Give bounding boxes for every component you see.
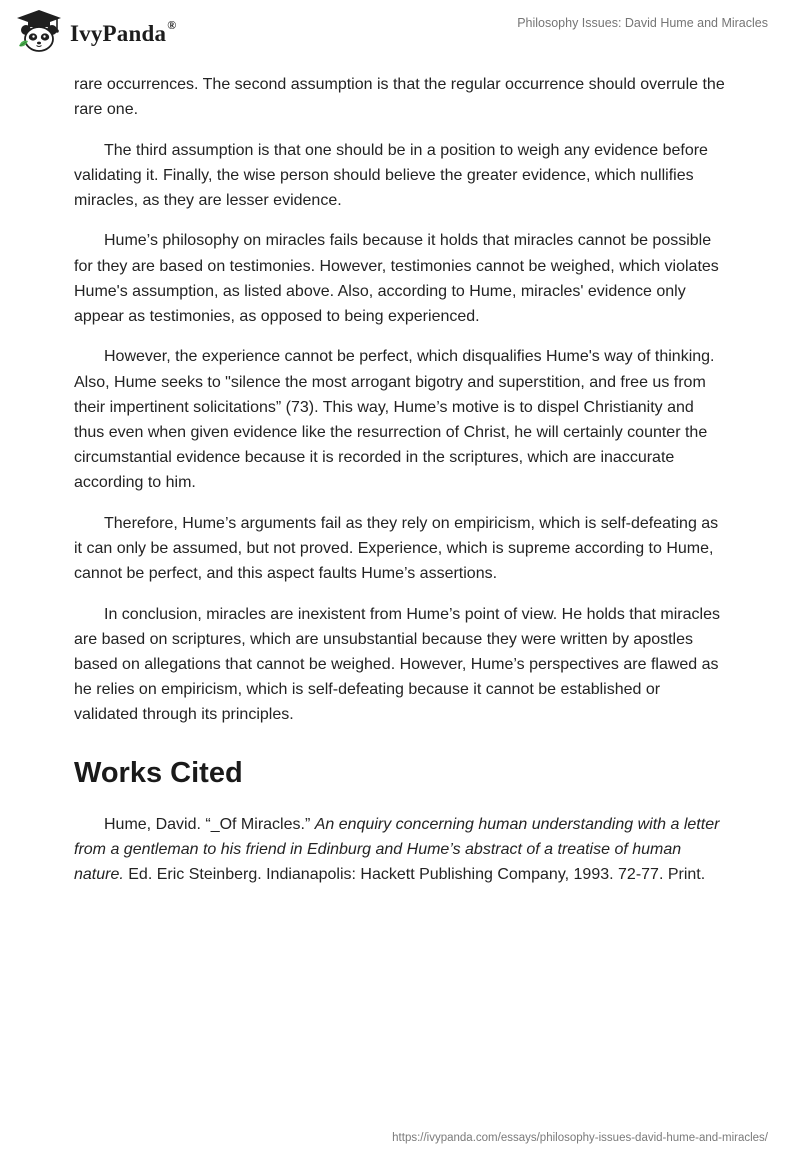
panda-graduate-icon bbox=[14, 8, 64, 54]
page-header bbox=[0, 0, 800, 64]
citation-entry bbox=[74, 812, 726, 888]
paragraph: rare occurrences. The second assumption is that the regular occurrence should overrule the rare one. bbox=[74, 76, 725, 119]
paragraph: The third assumption is that one should be in a position to weigh any evidence before validating it. Finally, the wise person should believe the greater evidence, which nullifies miracles, as they are lesser evidence. bbox=[74, 141, 708, 209]
works-cited-heading: Works Cited bbox=[74, 756, 243, 789]
paragraph: However, the experience cannot be perfect, which disqualifies Hume's way of thinking. Also, Hume seeks to "silence the most arrogant bigotry and superstition, and free us from their impertinent solicitations” (73). This way, Hume’s motive is to dispel Christianity and thus even when given evidence like the resurrection of Christ, he will certainly counter the circumstantial evidence because it is recorded in the scriptures, which are inaccurate according to him. bbox=[74, 348, 715, 492]
ivypanda-logo[interactable] bbox=[14, 8, 176, 54]
paragraph: In conclusion, miracles are inexistent from Hume’s point of view. He holds that miracles are based on scriptures, which are unsubstantial because they were written by apostles based on allegations that cannot be weighed. However, Hume’s perspectives are flawed as he relies on empiricism, which is self-defeating because it cannot be established or validated through its principles. bbox=[74, 605, 720, 724]
citation-publication: Ed. Eric Steinberg. Indianapolis: Hackett Publishing Company, 1993. 72-77. Print. bbox=[123, 866, 706, 884]
document-title: Philosophy Issues: David Hume and Miracles bbox=[517, 16, 768, 30]
source-url[interactable]: https://ivypanda.com/essays/philosophy-issues-david-hume-and-miracles/ bbox=[392, 1132, 768, 1144]
citation-book-title: An enquiry concerning human understanding with a letter from a gentleman to his friend in Edinburg and Hume’s abstract of a treatise of human nature. bbox=[74, 815, 720, 884]
citation-author-title: Hume, David. “_Of Miracles.” bbox=[104, 815, 315, 833]
paragraph: Hume’s philosophy on miracles fails because it holds that miracles cannot be possible for they are based on testimonies. However, testimonies cannot be weighed, which violates Hume's assumption, as listed above. Also, according to Hume, miracles' evidence only appear as testimonies, as opposed to being experienced. bbox=[74, 232, 719, 325]
essay-body bbox=[74, 72, 726, 887]
brand-name: IvyPanda® bbox=[70, 17, 177, 46]
paragraph: Therefore, Hume’s arguments fail as they rely on empiricism, which is self-defeating as it can only be assumed, but not proved. Experience, which is supreme according to Hume, cannot be perfect, and this aspect faults Hume’s assertions. bbox=[74, 514, 719, 583]
